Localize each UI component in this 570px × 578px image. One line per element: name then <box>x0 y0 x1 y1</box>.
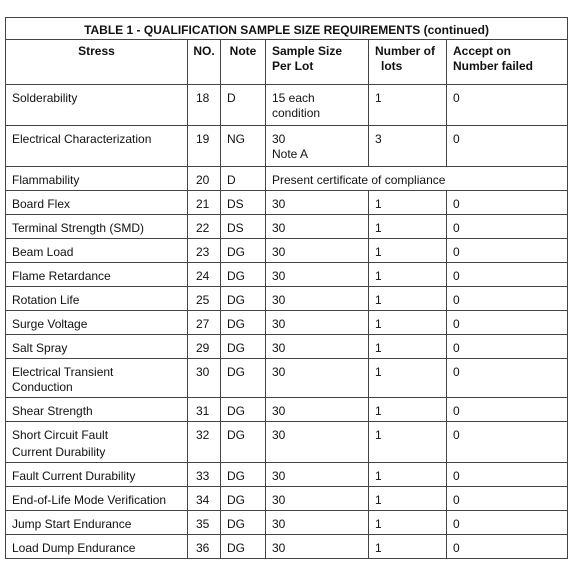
cell-accept: 0 <box>447 359 568 398</box>
table-row <box>6 126 568 167</box>
header-no: NO. <box>188 40 221 85</box>
cell-accept: 0 <box>447 535 568 559</box>
cell-sample: 30 <box>266 287 369 311</box>
cell-note: DG <box>221 359 266 398</box>
cell-lots: 1 <box>369 422 447 463</box>
cell-lots: 1 <box>369 239 447 263</box>
cell-stress: Flammability <box>6 167 188 191</box>
cell-stress: Salt Spray <box>6 335 188 359</box>
header-sample-line2: Per Lot <box>272 59 314 73</box>
cell-sample-line2: Note A <box>272 147 309 161</box>
cell-stress-line2: Conduction <box>12 380 73 394</box>
cell-note: DG <box>221 511 266 535</box>
cell-no: 32 <box>188 422 221 463</box>
header-stress: Stress <box>6 40 188 85</box>
cell-sample: 30 <box>266 335 369 359</box>
header-sample-size <box>266 40 369 85</box>
cell-accept: 0 <box>447 126 568 167</box>
table-row <box>6 359 568 398</box>
cell-sample: 30 <box>266 191 369 215</box>
table-row <box>6 463 568 487</box>
cell-sample: 30 <box>266 359 369 398</box>
cell-accept: 0 <box>447 287 568 311</box>
header-number-of-lots <box>369 40 447 85</box>
cell-note: D <box>221 85 266 126</box>
cell-note: DG <box>221 422 266 463</box>
table-row <box>6 335 568 359</box>
table-row <box>6 398 568 422</box>
cell-stress: Shear Strength <box>6 398 188 422</box>
cell-lots: 1 <box>369 535 447 559</box>
table-row <box>6 215 568 239</box>
cell-no: 30 <box>188 359 221 398</box>
cell-lots: 1 <box>369 287 447 311</box>
header-accept-line1: Accept on <box>453 44 512 58</box>
table-row <box>6 535 568 559</box>
cell-accept: 0 <box>447 511 568 535</box>
cell-sample <box>266 126 369 167</box>
qualification-table <box>5 17 568 559</box>
cell-lots: 1 <box>369 335 447 359</box>
cell-no: 20 <box>188 167 221 191</box>
cell-stress-line1: Short Circuit Fault <box>12 428 109 442</box>
cell-lots: 3 <box>369 126 447 167</box>
cell-no: 31 <box>188 398 221 422</box>
cell-sample-line2: condition <box>272 106 321 120</box>
cell-no: 21 <box>188 191 221 215</box>
cell-stress: Solderability <box>6 85 188 126</box>
cell-note: DG <box>221 398 266 422</box>
cell-stress <box>6 359 188 398</box>
cell-accept: 0 <box>447 463 568 487</box>
table-title: TABLE 1 - QUALIFICATION SAMPLE SIZE REQUIREMENTS (continued) <box>6 18 568 40</box>
table-row <box>6 263 568 287</box>
cell-sample-line1: 30 <box>272 132 286 146</box>
cell-accept: 0 <box>447 85 568 126</box>
header-accept-on-number-failed <box>447 40 568 85</box>
cell-accept: 0 <box>447 487 568 511</box>
cell-sample: 30 <box>266 487 369 511</box>
table-row <box>6 85 568 126</box>
header-lots-line2: lots <box>381 59 403 73</box>
cell-no: 27 <box>188 311 221 335</box>
cell-lots: 1 <box>369 191 447 215</box>
cell-lots: 1 <box>369 359 447 398</box>
cell-note: DS <box>221 191 266 215</box>
table-row <box>6 422 568 463</box>
table-row <box>6 487 568 511</box>
cell-lots: 1 <box>369 263 447 287</box>
cell-no: 25 <box>188 287 221 311</box>
cell-sample: 30 <box>266 463 369 487</box>
cell-stress: Board Flex <box>6 191 188 215</box>
cell-note: DG <box>221 535 266 559</box>
cell-stress: Electrical Characterization <box>6 126 188 167</box>
cell-no: 19 <box>188 126 221 167</box>
cell-accept: 0 <box>447 263 568 287</box>
cell-stress: End-of-Life Mode Verification <box>6 487 188 511</box>
cell-sample: 30 <box>266 422 369 463</box>
table-title-row <box>6 18 568 40</box>
cell-accept: 0 <box>447 191 568 215</box>
cell-lots: 1 <box>369 511 447 535</box>
cell-no: 34 <box>188 487 221 511</box>
cell-lots: 1 <box>369 398 447 422</box>
cell-sample: 30 <box>266 239 369 263</box>
cell-accept: 0 <box>447 335 568 359</box>
cell-lots: 1 <box>369 85 447 126</box>
cell-stress: Terminal Strength (SMD) <box>6 215 188 239</box>
cell-no: 23 <box>188 239 221 263</box>
cell-stress: Beam Load <box>6 239 188 263</box>
cell-stress-line1: Electrical Transient <box>12 365 114 379</box>
cell-accept: 0 <box>447 239 568 263</box>
cell-sample: 30 <box>266 263 369 287</box>
cell-note: DG <box>221 463 266 487</box>
cell-no: 36 <box>188 535 221 559</box>
table-header-row <box>6 40 568 85</box>
cell-stress: Flame Retardance <box>6 263 188 287</box>
cell-stress: Fault Current Durability <box>6 463 188 487</box>
cell-lots: 1 <box>369 463 447 487</box>
cell-sample: 30 <box>266 215 369 239</box>
cell-note: DG <box>221 287 266 311</box>
cell-no: 24 <box>188 263 221 287</box>
cell-note: DG <box>221 487 266 511</box>
cell-sample: 30 <box>266 511 369 535</box>
cell-sample-line1: 15 each <box>272 91 315 105</box>
cell-lots: 1 <box>369 487 447 511</box>
cell-accept: 0 <box>447 311 568 335</box>
cell-note: DG <box>221 239 266 263</box>
cell-note: DG <box>221 335 266 359</box>
table-row <box>6 511 568 535</box>
header-lots-line1: Number of <box>375 44 435 58</box>
cell-note: DG <box>221 311 266 335</box>
cell-stress-line2: Current Durability <box>12 445 106 459</box>
cell-sample: 30 <box>266 535 369 559</box>
table-row <box>6 239 568 263</box>
cell-accept: 0 <box>447 422 568 463</box>
cell-no: 18 <box>188 85 221 126</box>
cell-no: 22 <box>188 215 221 239</box>
table-row <box>6 191 568 215</box>
cell-accept: 0 <box>447 398 568 422</box>
cell-sample <box>266 85 369 126</box>
document-page <box>5 17 567 559</box>
cell-no: 33 <box>188 463 221 487</box>
cell-merged-note: Present certificate of compliance <box>266 167 568 191</box>
cell-stress: Jump Start Endurance <box>6 511 188 535</box>
cell-stress <box>6 422 188 463</box>
cell-no: 35 <box>188 511 221 535</box>
header-accept-line2: Number failed <box>453 59 534 73</box>
cell-sample: 30 <box>266 311 369 335</box>
cell-accept: 0 <box>447 215 568 239</box>
cell-sample: 30 <box>266 398 369 422</box>
cell-note: DS <box>221 215 266 239</box>
cell-note: NG <box>221 126 266 167</box>
cell-note: D <box>221 167 266 191</box>
table-row <box>6 311 568 335</box>
header-note: Note <box>221 40 266 85</box>
cell-stress: Load Dump Endurance <box>6 535 188 559</box>
cell-lots: 1 <box>369 311 447 335</box>
cell-stress: Rotation Life <box>6 287 188 311</box>
cell-stress: Surge Voltage <box>6 311 188 335</box>
table-row <box>6 167 568 191</box>
cell-note: DG <box>221 263 266 287</box>
cell-lots: 1 <box>369 215 447 239</box>
header-sample-line1: Sample Size <box>272 44 343 58</box>
table-row <box>6 287 568 311</box>
cell-no: 29 <box>188 335 221 359</box>
